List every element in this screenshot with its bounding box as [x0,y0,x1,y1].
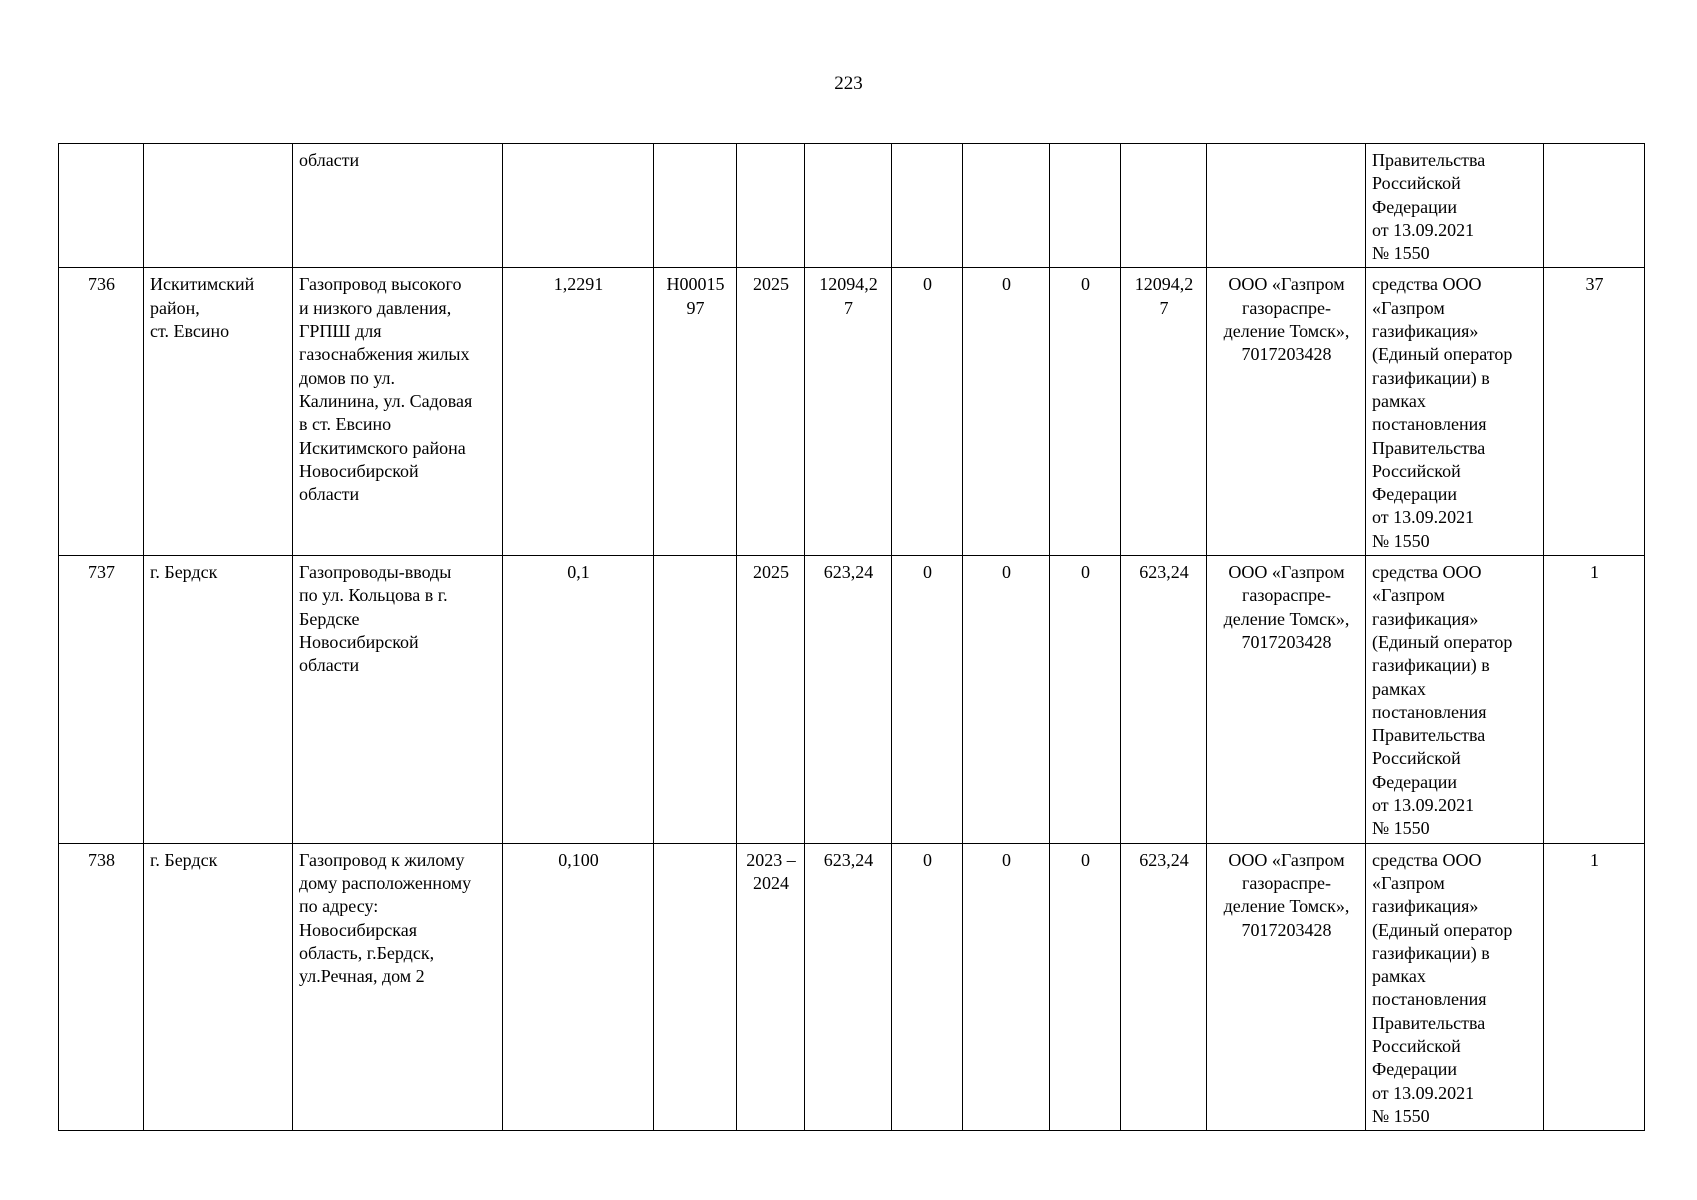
cell-count: 1 [1544,556,1645,844]
table-row [59,843,1645,1131]
cell-years [737,144,805,268]
cell-code [654,556,737,844]
cell-total: 623,24 [805,843,892,1131]
cell-col-b: 0 [963,268,1050,556]
cell-total: 12094,2 7 [805,268,892,556]
cell-org [1207,144,1366,268]
cell-col-a: 0 [892,268,963,556]
cell-col-b: 0 [963,556,1050,844]
cell-num: 737 [59,556,144,844]
cell-col-a [892,144,963,268]
cell-code: Н00015 97 [654,268,737,556]
cell-years: 2023 – 2024 [737,843,805,1131]
cell-years: 2025 [737,556,805,844]
cell-total [805,144,892,268]
cell-count: 37 [1544,268,1645,556]
cell-source: Правительства Российской Федерации от 13.09.2021 № 1550 [1366,144,1544,268]
cell-location: г. Бердск [144,556,293,844]
cell-length: 0,100 [503,843,654,1131]
cell-length: 0,1 [503,556,654,844]
cell-location: Искитимский район, ст. Евсино [144,268,293,556]
cell-count: 1 [1544,843,1645,1131]
cell-org: ООО «Газпром газораспре- деление Томск», 7017203428 [1207,268,1366,556]
cell-length: 1,2291 [503,268,654,556]
gasification-table [58,143,1645,1131]
table-row-continuation [59,144,1645,268]
cell-col-c: 0 [1050,268,1121,556]
cell-num: 736 [59,268,144,556]
cell-source: средства ООО «Газпром газификация» (Единый оператор газификации) в рамках постановления Правительства Российской Федерации от 13.09.2021 № 1550 [1366,556,1544,844]
cell-col-c: 0 [1050,556,1121,844]
cell-length [503,144,654,268]
page-number: 223 [834,73,863,94]
cell-total: 623,24 [805,556,892,844]
cell-col-c: 0 [1050,843,1121,1131]
cell-count [1544,144,1645,268]
cell-years: 2025 [737,268,805,556]
cell-org: ООО «Газпром газораспре- деление Томск», 7017203428 [1207,843,1366,1131]
cell-col-d: 623,24 [1121,556,1207,844]
cell-col-b [963,144,1050,268]
cell-code [654,843,737,1131]
cell-object: Газопроводы-вводы по ул. Кольцова в г. Бердске Новосибирской области [293,556,503,844]
cell-col-d: 12094,2 7 [1121,268,1207,556]
cell-object: области [293,144,503,268]
cell-object: Газопровод высокого и низкого давления, ГРПШ для газоснабжения жилых домов по ул. Калинина, ул. Садовая в ст. Евсино Искитимского района Новосибирской области [293,268,503,556]
cell-object: Газопровод к жилому дому расположенному по адресу: Новосибирская область, г.Бердск, ул.Речная, дом 2 [293,843,503,1131]
cell-org: ООО «Газпром газораспре- деление Томск», 7017203428 [1207,556,1366,844]
cell-location [144,144,293,268]
cell-num: 738 [59,843,144,1131]
cell-col-a: 0 [892,556,963,844]
cell-code [654,144,737,268]
cell-col-a: 0 [892,843,963,1131]
cell-source: средства ООО «Газпром газификация» (Единый оператор газификации) в рамках постановления Правительства Российской Федерации от 13.09.2021 № 1550 [1366,268,1544,556]
table-row [59,268,1645,556]
cell-col-b: 0 [963,843,1050,1131]
cell-col-d [1121,144,1207,268]
cell-source: средства ООО «Газпром газификация» (Единый оператор газификации) в рамках постановления Правительства Российской Федерации от 13.09.2021 № 1550 [1366,843,1544,1131]
cell-location: г. Бердск [144,843,293,1131]
cell-col-c [1050,144,1121,268]
cell-num [59,144,144,268]
cell-col-d: 623,24 [1121,843,1207,1131]
table-row [59,556,1645,844]
